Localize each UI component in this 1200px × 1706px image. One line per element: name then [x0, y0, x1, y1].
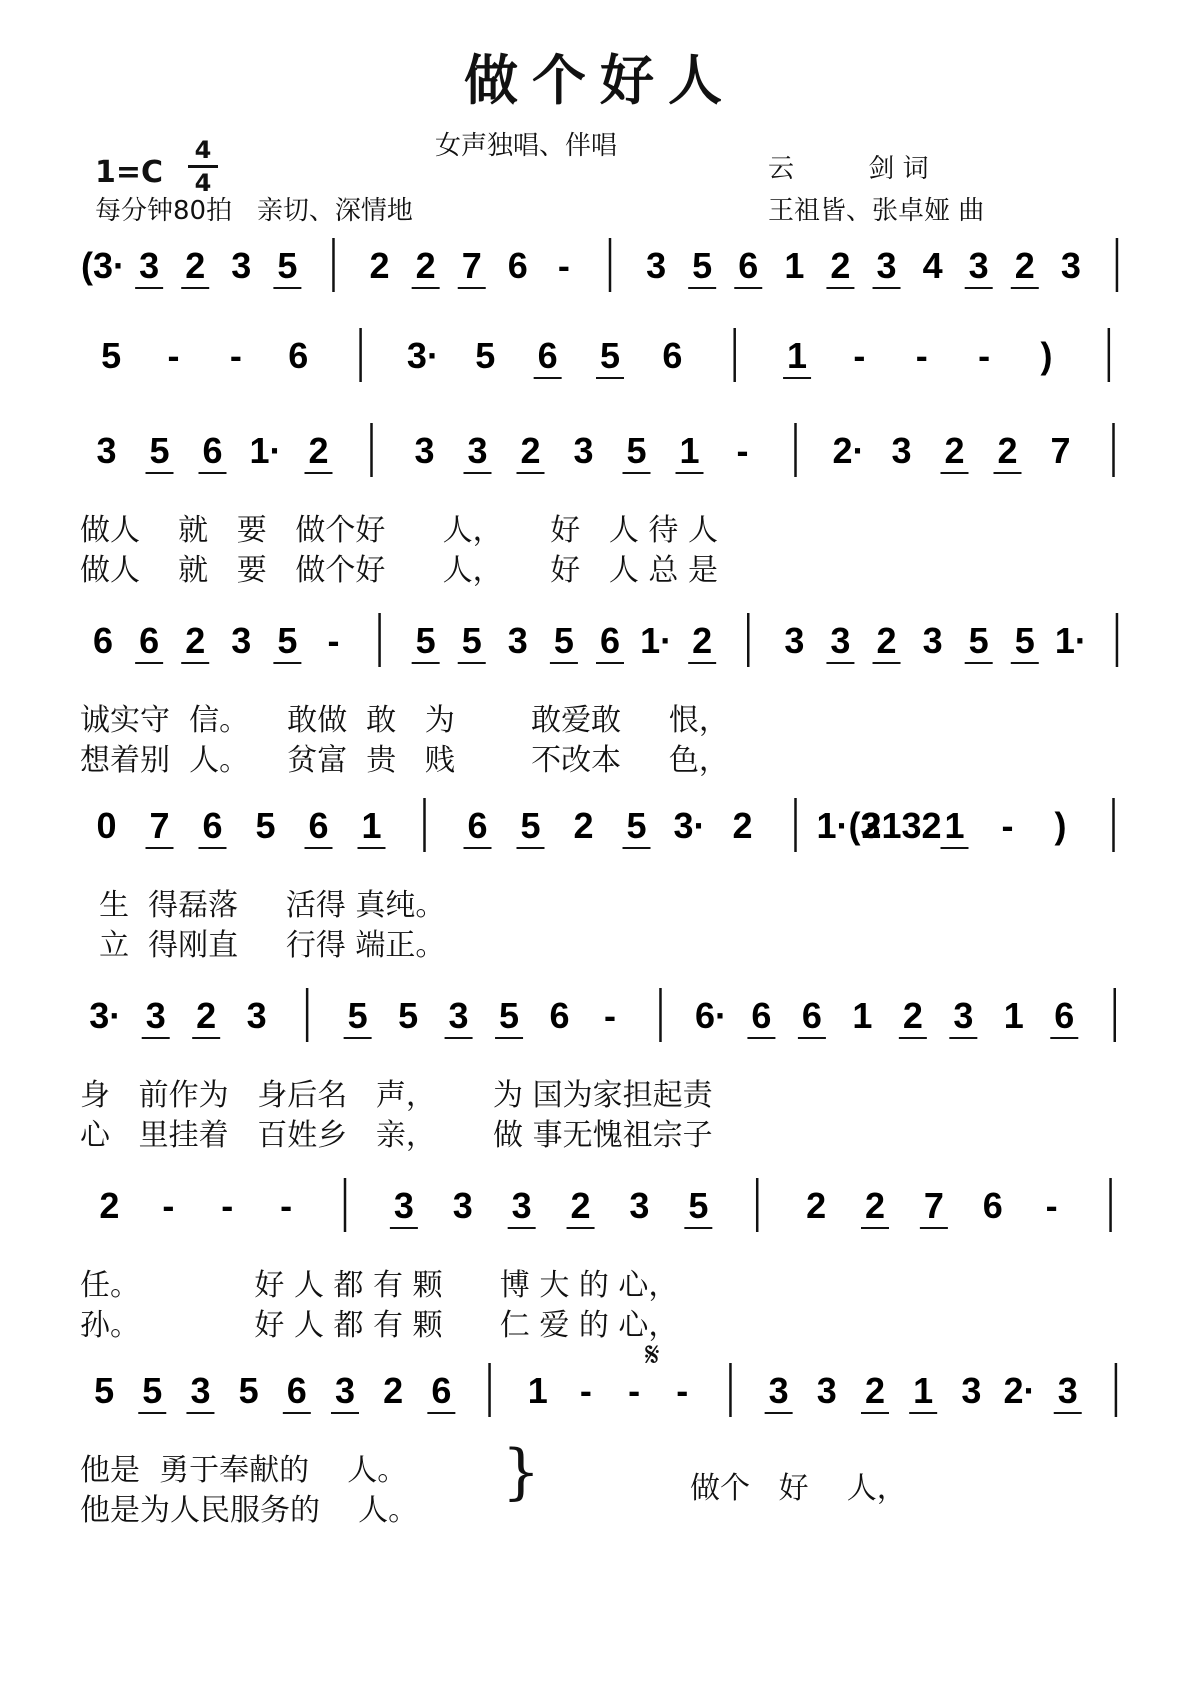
lyric-verse-1: 任。 好 人 都 有 颗 博 大 的 心， — [80, 1268, 679, 1303]
note-token: 2 — [1014, 245, 1035, 286]
note-token: - — [1045, 1185, 1058, 1226]
notation-row — [70, 790, 1145, 870]
note-token: 5 — [142, 1370, 163, 1411]
note-token: 2 — [196, 995, 217, 1036]
note-token: 2 — [185, 245, 206, 286]
note-token: 1 — [679, 430, 700, 471]
tempo-marking: 每分钟80拍 亲切、深情地 — [95, 196, 413, 226]
notation-row — [70, 1355, 1145, 1435]
note-token: 7 — [923, 1185, 944, 1226]
note-token: 3 — [968, 245, 989, 286]
composer-credit: 王祖皆、张卓娅 曲 — [768, 196, 985, 226]
note-token: 6 — [288, 335, 309, 376]
note-token: 2 — [573, 805, 594, 846]
notation-svg — [70, 415, 1145, 495]
note-token: 6 — [93, 620, 114, 661]
note-token: 5 — [94, 1370, 115, 1411]
note-token: 2 — [902, 995, 923, 1036]
song-title: 做个好人 — [464, 48, 736, 112]
note-token: 5 — [626, 805, 647, 846]
note-token: 5 — [277, 620, 298, 661]
notation-row — [70, 415, 1145, 495]
note-token: 3 — [953, 995, 974, 1036]
note-token: 2 — [520, 430, 541, 471]
lyric-verse-1: 生 得磊落 活得 真纯。 — [80, 888, 446, 923]
note-token: 2 — [308, 430, 329, 471]
note-token: 3 — [891, 430, 912, 471]
notation-row — [70, 320, 1145, 400]
lyricist-credit: 云 剑 词 — [768, 154, 929, 184]
lyric-verse-1: 身 前作为 身后名 声， 为 国为家担起责 — [80, 1078, 713, 1113]
note-token: - — [162, 1185, 175, 1226]
note-token: 3 — [922, 620, 943, 661]
note-token: 6 — [751, 995, 772, 1036]
notation-svg — [70, 980, 1145, 1060]
note-token: 5 — [520, 805, 541, 846]
note-token: 1 — [1003, 995, 1024, 1036]
note-token: 3 — [96, 430, 117, 471]
notation-row — [70, 605, 1145, 685]
note-token: 5 — [149, 430, 170, 471]
note-token: 3 — [231, 620, 252, 661]
note-token: - — [327, 620, 340, 661]
note-token: 1 — [784, 245, 805, 286]
note-token: 1 — [527, 1370, 548, 1411]
note-token: 6 — [139, 620, 160, 661]
note-token: 2 — [415, 245, 436, 286]
note-token: 3 — [507, 620, 528, 661]
note-token: - — [167, 335, 180, 376]
note-token: 3 — [1060, 245, 1081, 286]
note-token: 2 — [997, 430, 1018, 471]
note-token: 1 — [944, 805, 965, 846]
note-token: 3· — [406, 335, 439, 376]
segno-sign: 𝄋 — [645, 1335, 660, 1375]
note-token: 6 — [286, 1370, 307, 1411]
note-token: 2 — [99, 1185, 120, 1226]
note-token: 5 — [688, 1185, 709, 1226]
note-token: 6 — [801, 995, 822, 1036]
time-top: 4 — [194, 136, 212, 164]
note-token: 3 — [139, 245, 160, 286]
note-token: 6 — [738, 245, 759, 286]
lyric-verse-2: 孙。 好 人 都 有 颗 仁 爱 的 心， — [80, 1308, 679, 1343]
note-token: 1 — [787, 335, 808, 376]
note-token: - — [579, 1370, 592, 1411]
note-token: 3· — [673, 805, 706, 846]
note-token: 1· — [640, 620, 673, 661]
note-token: 5 — [475, 335, 496, 376]
note-token: - — [221, 1185, 234, 1226]
note-token: 6 — [537, 335, 558, 376]
time-signature — [188, 138, 218, 195]
note-token: 2 — [732, 805, 753, 846]
verse-brace: } — [502, 1437, 541, 1507]
note-token: - — [280, 1185, 293, 1226]
note-token: - — [853, 335, 866, 376]
note-token: 3· — [89, 995, 122, 1036]
note-token: 5 — [599, 335, 621, 376]
lyric-verse-1: 做人 就 要 做个好 人， 好 人 待 人 — [80, 513, 718, 548]
subtitle: 女声独唱、伴唱 — [435, 131, 618, 161]
notation-svg — [70, 230, 1145, 310]
note-token: - — [915, 335, 928, 376]
note-token: 5 — [347, 995, 368, 1036]
note-token: 3 — [246, 995, 267, 1036]
note-token: 7 — [149, 805, 170, 846]
note-token: - — [1001, 805, 1014, 846]
note-token: 3 — [511, 1185, 532, 1226]
note-token: 1 — [361, 805, 382, 846]
note-token: 5 — [238, 1370, 259, 1411]
note-token: 2 — [864, 1370, 886, 1411]
note-token: 5 — [968, 620, 989, 661]
lyric-verse-1: 诚实守 信。 敢做 敢 为 敢爱敢 恨， — [80, 703, 729, 738]
note-token: 5 — [398, 995, 419, 1036]
note-token: 3 — [334, 1370, 356, 1411]
lyric-verse-1: 他是 勇于奉献的 人。 — [80, 1453, 408, 1488]
note-token: 3 — [190, 1370, 211, 1411]
note-token: 1 — [913, 1370, 934, 1411]
note-token: 6 — [549, 995, 570, 1036]
note-token: 6 — [467, 805, 488, 846]
note-token: 3 — [145, 995, 166, 1036]
note-token: 6 — [599, 620, 621, 661]
note-token: 6 — [308, 805, 329, 846]
note-token: 3 — [961, 1370, 982, 1411]
note-token: 3 — [646, 245, 667, 286]
note-token: 5 — [415, 620, 436, 661]
note-token: ) — [1054, 805, 1067, 846]
notation-svg — [70, 1355, 1145, 1435]
lyric-verse-2: 想着别 人。 贫富 贵 贱 不改本 色， — [80, 743, 729, 778]
note-token: 6 — [507, 245, 528, 286]
note-token: 6 — [431, 1370, 452, 1411]
note-token: 5 — [277, 245, 298, 286]
note-token: 3 — [448, 995, 469, 1036]
note-token: - — [604, 995, 616, 1036]
note-token: 2 — [944, 430, 965, 471]
notation-row — [70, 1170, 1145, 1250]
note-token: 3 — [830, 620, 851, 661]
note-token: 7 — [461, 245, 482, 286]
note-token: - — [676, 1370, 689, 1411]
notation-svg — [70, 605, 1145, 685]
note-token: 5 — [461, 620, 482, 661]
note-token: 3 — [784, 620, 805, 661]
note-token: 5 — [101, 335, 122, 376]
lyric-verse-2: 心 里挂着 百姓乡 亲， 做 事无愧祖宗子 — [80, 1118, 713, 1153]
note-token: 2 — [692, 620, 713, 661]
note-token: 6 — [202, 430, 223, 471]
note-token: 5 — [499, 995, 520, 1036]
note-token: - — [229, 335, 242, 376]
note-token: 3 — [573, 430, 594, 471]
note-token: 2· — [1003, 1370, 1036, 1411]
note-token: 1· — [1054, 620, 1087, 661]
note-token: 0 — [96, 805, 117, 846]
note-token: 7 — [1050, 430, 1071, 471]
note-token: 2 — [570, 1185, 591, 1226]
note-token: 6 — [982, 1185, 1003, 1226]
note-token: 2132 — [861, 805, 942, 846]
note-token: 6 — [202, 805, 223, 846]
note-token: - — [736, 430, 749, 471]
note-token: 3 — [1057, 1370, 1078, 1411]
time-bottom: 4 — [194, 169, 212, 197]
note-token: 3 — [452, 1185, 473, 1226]
note-token: 6 — [1054, 995, 1075, 1036]
note-token: 2 — [864, 1185, 886, 1226]
notation-svg — [70, 320, 1145, 400]
note-token: - — [978, 335, 991, 376]
note-token: 5 — [553, 620, 574, 661]
note-token: 3 — [393, 1185, 414, 1226]
note-token: 3 — [629, 1185, 650, 1226]
note-token: 3 — [768, 1370, 789, 1411]
note-token: 3 — [231, 245, 252, 286]
note-token: 3 — [467, 430, 488, 471]
note-token: (3· — [81, 245, 126, 286]
notation-row — [70, 980, 1145, 1060]
key-signature: 1=C — [95, 155, 164, 190]
note-token: 2· — [832, 430, 865, 471]
lyric-verse-2: 他是为人民服务的 人。 — [80, 1493, 419, 1528]
note-token: 5 — [255, 805, 276, 846]
note-token: 3 — [816, 1370, 837, 1411]
note-token: 2 — [830, 245, 851, 286]
shared-lyric: 做个 好 人， — [690, 1471, 907, 1506]
note-token: 5 — [692, 245, 713, 286]
notation-svg — [70, 790, 1145, 870]
note-token: - — [557, 245, 570, 286]
lyric-verse-2: 立 得刚直 行得 端正。 — [80, 928, 446, 963]
notation-svg — [70, 1170, 1145, 1250]
time-bar — [188, 165, 218, 168]
note-token: 4 — [922, 245, 943, 286]
note-token: - — [628, 1370, 641, 1411]
note-token: 2 — [369, 245, 390, 286]
note-token: 2 — [185, 620, 206, 661]
note-token: 1· — [249, 430, 282, 471]
note-token: 5 — [1014, 620, 1035, 661]
lyric-verse-2: 做人 就 要 做个好 人， 好 人 总 是 — [80, 553, 718, 588]
notation-row — [70, 230, 1145, 310]
note-token: 6· — [694, 995, 727, 1036]
note-token: 2 — [383, 1370, 404, 1411]
note-token: 5 — [626, 430, 647, 471]
note-token: 2 — [876, 620, 897, 661]
note-token: 6 — [662, 335, 683, 376]
note-token: ) — [1040, 335, 1053, 376]
note-token: 3 — [876, 245, 897, 286]
note-token: 1·(3 — [816, 805, 881, 846]
note-token: 1 — [852, 995, 873, 1036]
note-token: 2 — [806, 1185, 827, 1226]
note-token: 3 — [414, 430, 435, 471]
